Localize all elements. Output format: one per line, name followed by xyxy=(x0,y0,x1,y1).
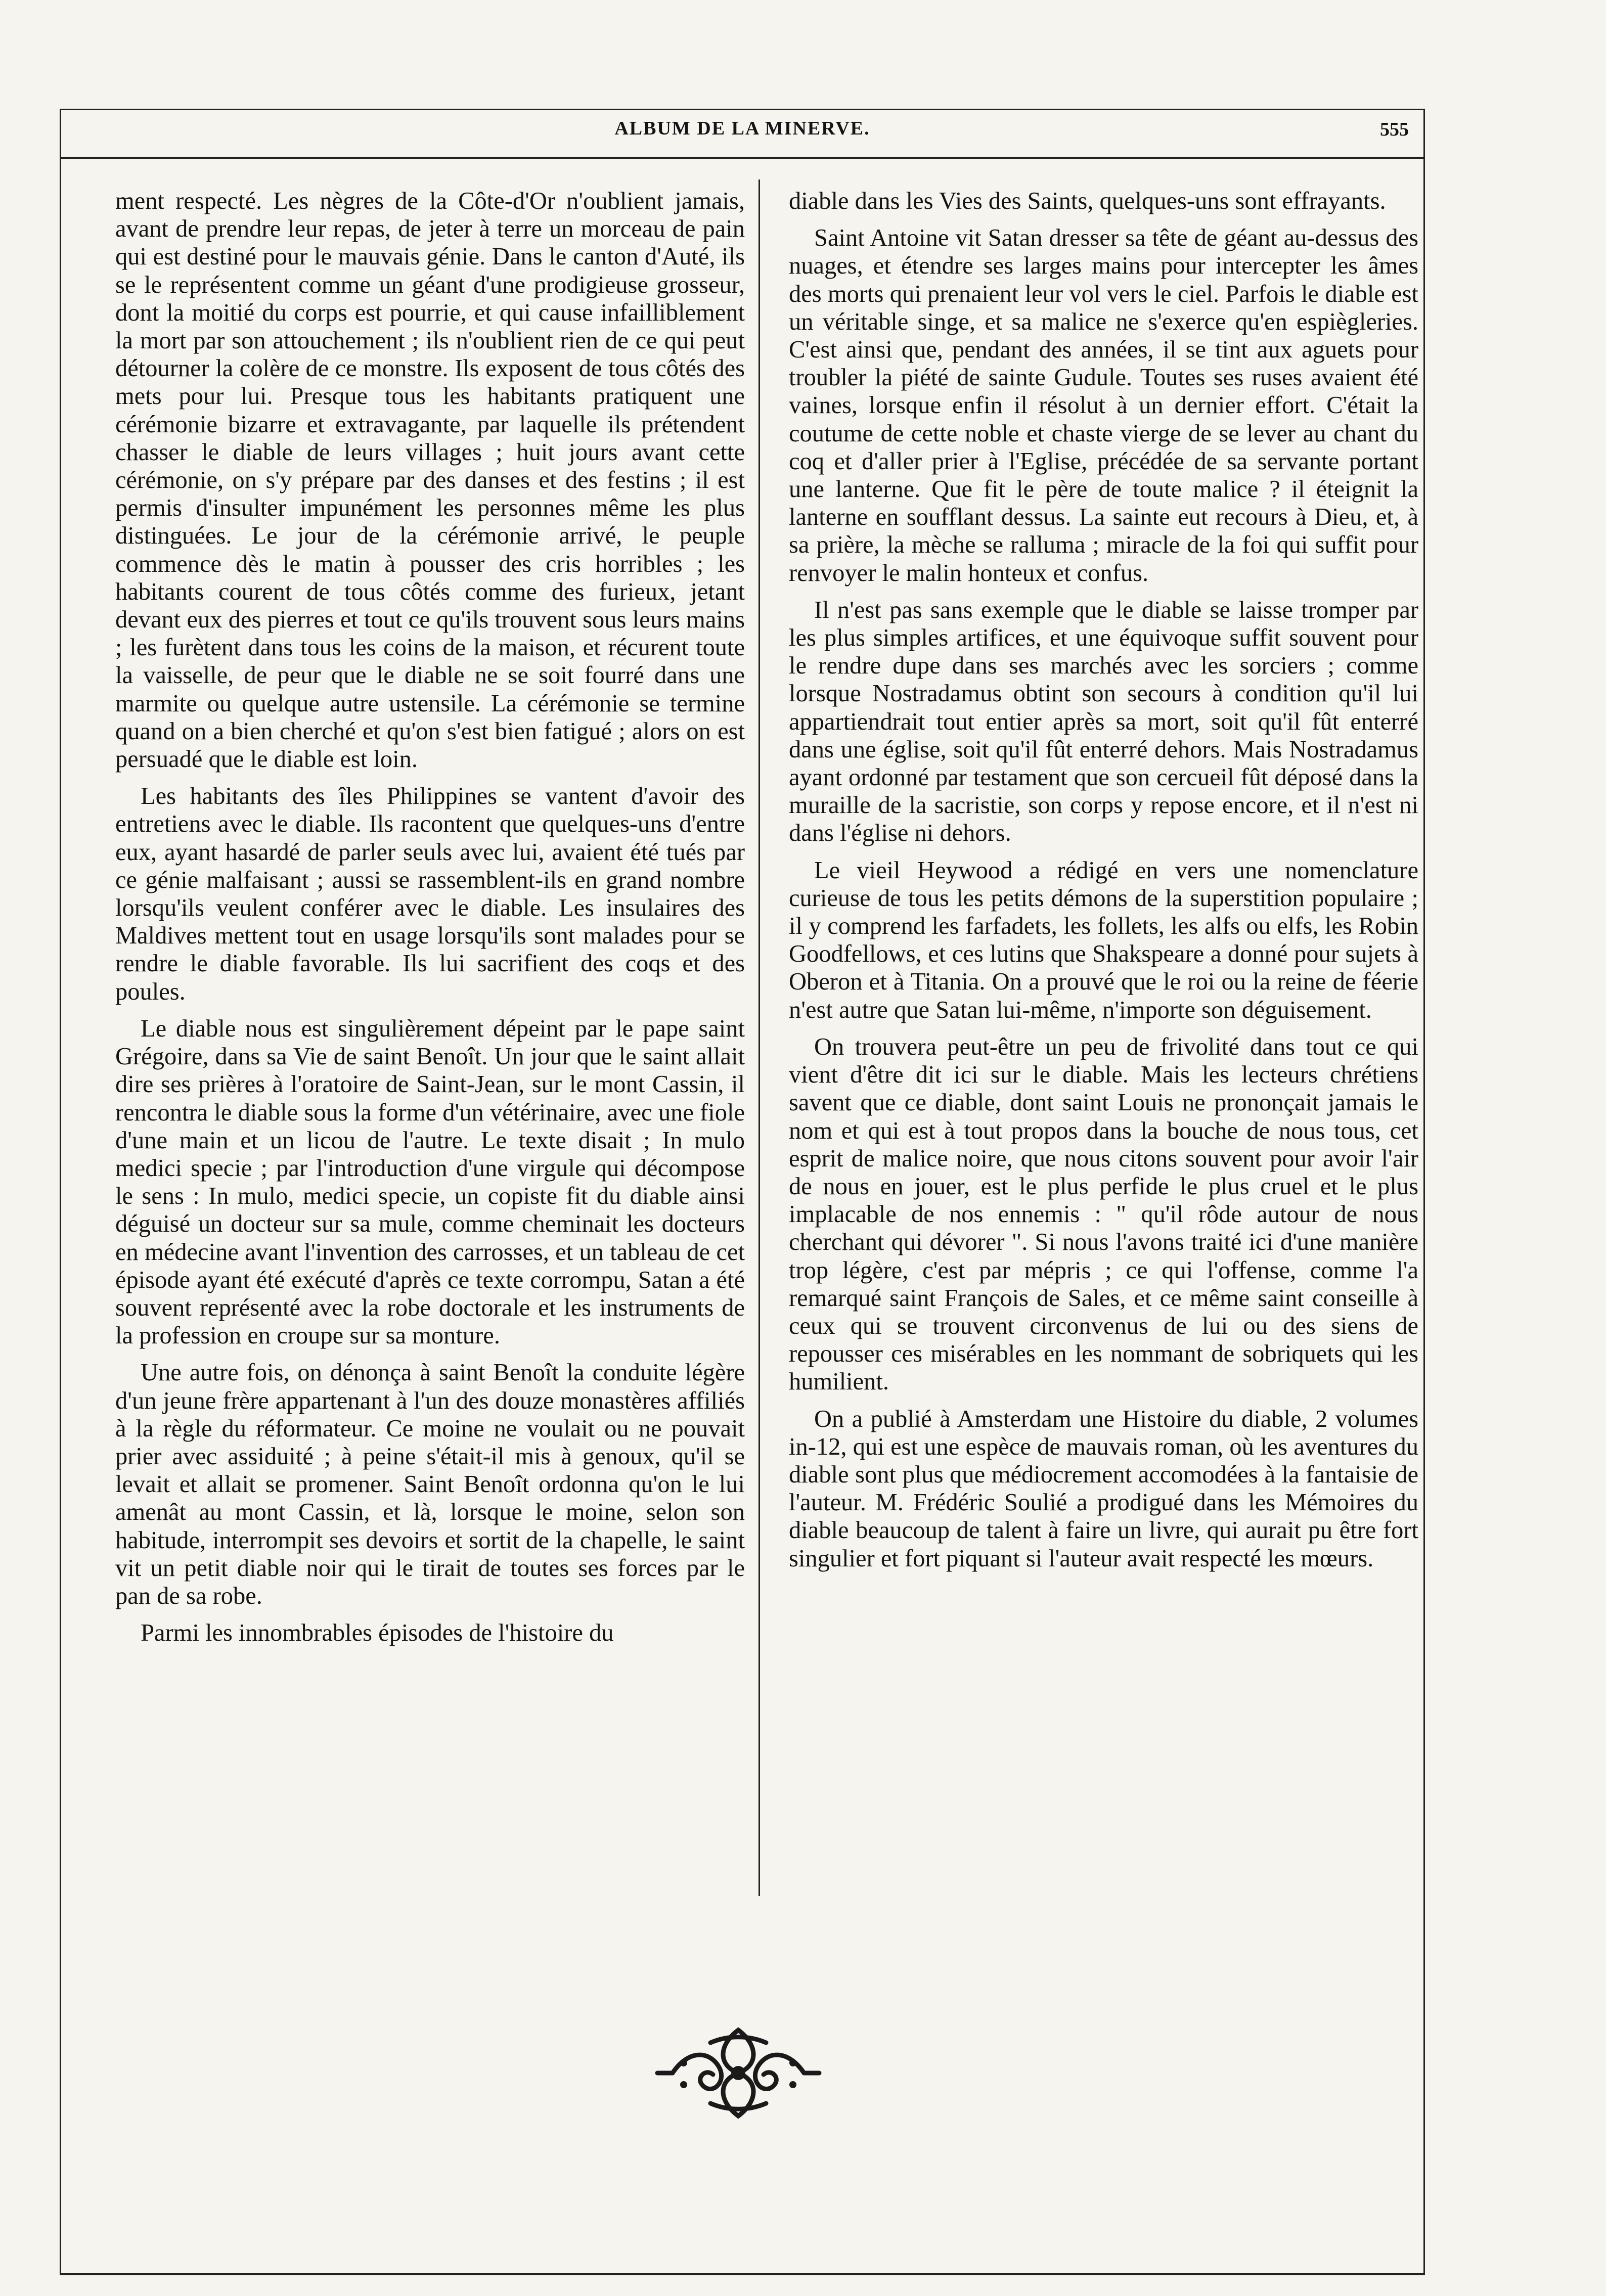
paragraph: Le vieil Heywood a rédigé en vers une nomenclature curieuse de tous les petits démons de la superstition populaire ; il y comprend les farfadets, les follets, les alfs ou elfs, les Robin Goodfellows, et ces lutins que Shakspeare a donné pour sujets à Oberon et à Titania. On a prouvé que le roi ou la reine de féerie n'est autre que Satan lui-même, n'importe son déguisement. xyxy=(789,857,1418,1023)
left-column xyxy=(115,187,745,1656)
paragraph: Saint Antoine vit Satan dresser sa tête de géant au-dessus des nuages, et étendre ses larges mains pour intercepter les âmes des morts qui prenaient leur vol vers le ciel. Parfois le diable est un véritable singe, et sa malice ne s'exerce qu'en espiègleries. C'est ainsi que, pendant des années, il se tint aux aguets pour troubler la piété de sainte Gudule. Toutes ses ruses avaient été vaines, lorsque enfin il résolut à un dernier effort. C'était la coutume de cette noble et chaste vierge de se lever au chant du coq et d'aller prier à l'Eglise, précédée de sa servante portant une lanterne. Que fit le père de toute malice ? il éteignit la lanterne en soufflant dessus. La sainte eut recours à Dieu, et, à sa prière, la mèche se ralluma ; miracle de la foi qui suffit pour renvoyer le malin honteux et confus. xyxy=(789,224,1418,587)
paragraph: Le diable nous est singulièrement dépeint par le pape saint Grégoire, dans sa Vie de saint Benoît. Un jour que le saint allait dire ses prières à l'oratoire de Saint-Jean, sur le mont Cassin, il rencontra le diable sous la forme d'un vétérinaire, avec une fiole d'une main et un licou de l'autre. Le texte disait ; In mulo medici specie ; par l'introduction d'une virgule qui décompose le sens : In mulo, medici specie, un copiste fit du diable ainsi déguisé un docteur sur sa mule, comme cheminait les docteurs en médecine avant l'invention des carrosses, et un tableau de cet épisode ayant été exécuté d'après ce texte corrompu, Satan a été souvent représenté avec la robe doctorale et les instruments de la profession en croupe sur sa monture. xyxy=(115,1015,745,1349)
paragraph: ment respecté. Les nègres de la Côte-d'Or n'oublient jamais, avant de prendre leur repas, de jeter à terre un morceau de pain qui est destiné pour le mauvais génie. Dans le canton d'Auté, ils se le représentent comme un géant d'une prodigieuse grosseur, dont la moitié du corps est pourrie, et qui cause infailliblement la mort par son attouchement ; ils n'oublient rien de ce qui peut détourner la colère de ce monstre. Ils exposent de tous côtés des mets pour lui. Presque tous les habitants pratiquent une cérémonie bizarre et extravagante, par laquelle ils prétendent chasser le diable de leurs villages ; huit jours avant cette cérémonie, on s'y prépare par des danses et des festins ; il est permis d'insulter impunément les personnes même les plus distinguées. Le jour de la cérémonie arrivé, le peuple commence dès le matin à pousser des cris horribles ; les habitants courent de tous côtés comme des furieux, jetant devant eux des pierres et tout ce qu'ils trouvent sous leurs mains ; les furètent dans tous les coins de la maison, et récurent toute la vaisselle, de peur que le diable ne se soit fourré dans une marmite ou quelque autre ustensile. La cérémonie se termine quand on a bien cherché et qu'on s'est bien fatigué ; alors on est persuadé que le diable est loin. xyxy=(115,188,745,773)
running-title: ALBUM DE LA MINERVE. xyxy=(614,118,870,139)
paragraph: Il n'est pas sans exemple que le diable se laisse tromper par les plus simples artifices, et une équivoque suffit souvent pour le rendre dupe dans ses marchés avec les sorciers ; comme lorsque Nostradamus obtint son secours à condition qu'il lui appartiendrait tout entier après sa mort, soit qu'il fût enterré dans une église, soit qu'il fût enterré dehors. Mais Nostradamus ayant ordonné par testament que son cercueil fût déposé dans la muraille de la sacristie, son corps y repose encore, et il n'est ni dans l'église ni dehors. xyxy=(789,596,1418,847)
paragraph: Les habitants des îles Philippines se vantent d'avoir des entretiens avec le diable. Ils racontent que quelques-uns d'entre eux, ayant hasardé de parler seuls avec lui, avaient été tués par ce génie malfaisant ; aussi se rassemblent-ils en grand nombre lorsqu'ils veulent conférer avec le diable. Les insulaires des Maldives mettent tout en usage lorsqu'ils sont malades pour se rendre le diable favorable. Ils lui sacrifient des coqs et des poules. xyxy=(115,783,745,1005)
paragraph: On trouvera peut-être un peu de frivolité dans tout ce qui vient d'être dit ici sur le diable. Mais les lecteurs chrétiens savent que ce diable, dont saint Louis ne prononçait jamais le nom et qui est à tout propos dans la bouche de nous tous, cet esprit de malice noire, que nous citons souvent pour avoir l'air de nous en jouer, est le plus perfide le plus cruel et le plus implacable de nos ennemis : " qu'il rôde autour de nous cherchant qui dévorer ". Si nous l'avons traité ici d'une manière trop légère, c'est par mépris ; ce qui l'offense, comme l'a remarqué saint François de Sales, et ce même saint conseille à ceux qui se trouvent circonvenus de lui ou des siens de repousser ces misérables en les nommant de sobriquets qui les humilient. xyxy=(789,1033,1418,1395)
paragraph: On a publié à Amsterdam une Histoire du diable, 2 volumes in-12, qui est une espèce de mauvais roman, où les aventures du diable sont plus que médiocrement accomodées à la fantaisie de l'auteur. M. Frédéric Soulié a prodigué dans les Mémoires du diable beaucoup de talent à faire un livre, qui aurait pu être fort singulier et fort piquant si l'auteur avait respecté les mœurs. xyxy=(789,1405,1418,1572)
paragraph: Parmi les innombrables épisodes de l'histoire du xyxy=(141,1619,614,1647)
page-number: 555 xyxy=(1380,119,1409,140)
fleuron-ornament-icon xyxy=(652,2015,824,2131)
paragraph: Une autre fois, on dénonça à saint Benoît la conduite légère d'un jeune frère appartenant à l'un des douze monastères affiliés à la règle du réformateur. Ce moine ne voulait ou ne pouvait prier avec assiduité ; à peine s'était-il mis à genoux, qu'il se levait et allait se promener. Saint Benoît ordonna qu'on le lui amenât au mont Cassin, et là, lorsque le moine, selon son habitude, interrompit ses devoirs et sortit de la chapelle, le saint vit un petit diable noir qui le tirait de toutes ses forces par le pan de sa robe. xyxy=(115,1359,745,1609)
right-column xyxy=(789,187,1418,1582)
column-divider xyxy=(759,179,760,1896)
paragraph: diable dans les Vies des Saints, quelques-uns sont effrayants. xyxy=(789,188,1386,214)
